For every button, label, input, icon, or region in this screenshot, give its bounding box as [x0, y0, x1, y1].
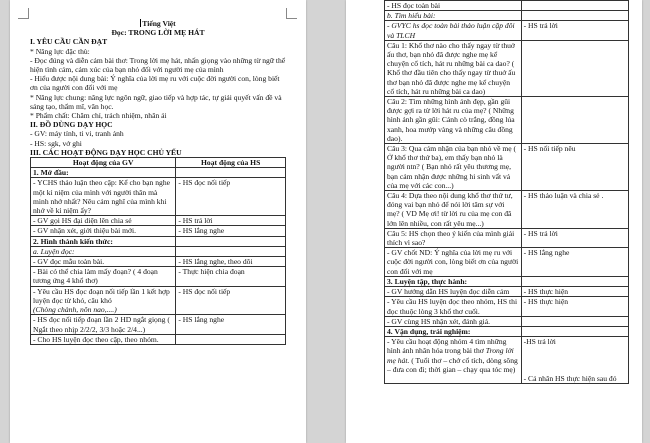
table-cell: - Thực hiện chia đoạn: [176, 267, 286, 286]
table-cell: - HS lắng nghe, theo dõi: [176, 257, 286, 267]
table-row: [385, 97, 629, 144]
table-row: [31, 216, 286, 226]
table-cell: - HS lắng nghe: [176, 226, 286, 236]
table-row: [31, 226, 286, 236]
cell-text: ( Tuổi thơ – chở cổ tích, dòng sông – đưa con đi; thời gian – chạy qua tóc mẹ): [387, 355, 518, 374]
table-cell: - HS trả lời: [521, 21, 628, 40]
table-row: [385, 287, 629, 297]
table-cell: - HS đọc nối tiếp đoạn lần 2 HD ngắt giọng ( Ngắt theo nhịp 2/2/2, 3/3 hoặc 2/4...): [31, 315, 176, 334]
table-cell: - GV chốt ND: Ý nghĩa của lời mẹ ru với cuộc đời người con, lòng biết ơn của người con đối với mẹ: [385, 248, 522, 277]
table-cell: 3. Luyện tập, thực hành:: [385, 276, 522, 286]
table-row: [385, 326, 629, 336]
paragraph: - HS: sgk, vở ghi: [30, 138, 82, 148]
table-cell: - HS thảo luận và chia sẻ .: [521, 191, 628, 229]
table-cell: [176, 236, 286, 246]
activity-table: [30, 157, 286, 345]
table-cell: Câu 4: Dựa theo nội dung khổ thơ thứ tư, đóng vai bạn nhỏ để nói lời tâm sự với mẹ? ( VD Mẹ ơi! từ lời ru của mẹ con đã lớn lên nhiều, con rất yêu mẹ...): [385, 191, 522, 229]
table-row: [31, 267, 286, 286]
table-cell: - GV nhận xét, giới thiệu bài mới.: [31, 226, 176, 236]
table-cell: [176, 246, 286, 256]
table-row: [31, 236, 286, 246]
table-cell: - GVYC hs đọc toàn bài thảo luận cặp đôi và TLCH: [385, 21, 522, 40]
table-cell: - Yêu cầu HS luyện đọc theo nhóm, HS thi đọc thuộc lòng 3 khổ thơ cuối.: [385, 297, 522, 316]
table-cell: Câu 3: Qua cảm nhận của bạn nhỏ về mẹ ( Ở khổ thơ thứ ba), em thấy bạn nhỏ là người ntn? ( Bạn nhỏ rất yêu thương mẹ, bạn cảm nhận được những hi sinh vất vả của mẹ với các con...): [385, 144, 522, 191]
subject-heading: Tiếng Việt: [142, 19, 176, 28]
paragraph: - Hiểu được nội dung bài: Ý nghĩa của lời mẹ ru với cuộc đời người con, lòng biết ơn của người con đối với mẹ: [30, 74, 280, 93]
table-cell: [31, 286, 176, 315]
table-cell: [521, 40, 628, 96]
paragraph: * Năng lực đặc thù:: [30, 46, 90, 56]
table-row: [385, 228, 629, 247]
table-cell: - GV cùng HS nhận xét, đánh giá.: [385, 316, 522, 326]
table-cell: - HS đọc toàn bài: [385, 1, 522, 11]
table-row: [385, 11, 629, 21]
table-row: [385, 1, 629, 11]
table-cell: - HS lắng nghe: [521, 248, 628, 277]
table-cell: - GV gọi HS đại diện lên chia sẻ: [31, 216, 176, 226]
table-cell: Câu 2: Tìm những hình ảnh đẹp, gần gũi được gợi ra từ lời hát ru của mẹ? ( Những hình ảnh gần gũi: Cánh cò trắng, đồng lúa xanh, hoa mướp vàng và những câu đồng dao).: [385, 97, 522, 144]
table-row: [385, 248, 629, 277]
table-row: [385, 21, 629, 40]
table-row: [31, 286, 286, 315]
table-row: [385, 191, 629, 229]
column-header: Hoạt động của HS: [176, 158, 286, 168]
table-cell: Câu 5: HS chọn theo ý kiến của mình giải thích vì sao?: [385, 228, 522, 247]
table-cell: [521, 326, 628, 336]
document-page-left: [10, 0, 306, 443]
paragraph: * Năng lực chung: năng lực ngôn ngữ, giao tiếp và hợp tác, tự giải quyết vấn đề và sáng tạo, thẩm mĩ, văn học.: [30, 92, 282, 111]
lesson-plan-content[interactable]: [30, 19, 286, 345]
table-cell: - YCHS thảo luận theo cặp: Kể cho bạn nghe một kỉ niệm của mình với người thân mà mình nhớ nhất? Nêu cảm nghĩ của mình khi nhớ về kỉ niệm ấy?: [31, 178, 176, 216]
cell-text: - Yêu cầu hoạt động nhóm 4 tìm những hình ảnh nhân hóa trong bài thơ: [387, 337, 507, 356]
paragraph: * Phẩm chất: Chăm chỉ, trách nhiệm, nhân ái: [30, 111, 167, 121]
table-cell: - Cho HS luyện đọc theo cặp, theo nhóm.: [31, 334, 176, 344]
section-heading: III. CÁC HOẠT ĐỘNG DẠY HỌC CHỦ YẾU: [30, 147, 182, 157]
table-cell: - HS lắng nghe: [176, 315, 286, 334]
table-row: [385, 297, 629, 316]
table-cell: [385, 337, 522, 384]
table-row: [31, 334, 286, 344]
table-row: [385, 40, 629, 96]
table-cell: [521, 1, 628, 11]
table-row: [31, 246, 286, 256]
table-cell: b. Tìm hiểu bài:: [385, 11, 522, 21]
table-cell: Câu 1: Khổ thơ nào cho thấy ngay từ thuở ấu thơ, bạn nhỏ đã được nghe mẹ kể chuyện cổ tích, hát ru những bài ca dao? ( Khổ thơ đầu tiên cho thấy ngay từ thuở ấu thơ bạn nhỏ đã được nghe mẹ kể chuyện cổ tích, hát ru những bài ca dao): [385, 40, 522, 96]
table-cell: [521, 276, 628, 286]
table-cell: 2. Hình thành kiến thức:: [31, 236, 176, 246]
table-cell: [521, 337, 628, 384]
cell-text: (Chòng chành, nôn nao,....): [33, 305, 117, 315]
crop-mark: [18, 8, 29, 19]
activity-table: [384, 0, 629, 384]
table-cell: - HS thực hiện: [521, 287, 628, 297]
table-cell: - HS đọc nối tiếp: [176, 178, 286, 216]
paragraph: - GV: máy tính, ti vi, tranh ảnh: [30, 129, 124, 139]
cell-text: - Cả nhân HS thực hiện sau đó: [523, 373, 617, 383]
table-cell: - HS nối tiếp nêu: [521, 144, 628, 191]
table-cell: [521, 11, 628, 21]
table-cell: - GV hướng dẫn HS luyện đọc diễn cảm: [385, 287, 522, 297]
document-page-right: [346, 0, 642, 443]
table-row: [385, 144, 629, 191]
table-cell: [176, 334, 286, 344]
table-cell: [521, 97, 628, 144]
table-cell: 1. Mở đầu:: [31, 168, 176, 178]
paragraph: - Đọc đúng và diễn cảm bài thơ: Trong lời mẹ hát, nhấn giọng vào những từ ngữ thể hiện tình cảm, cảm xúc của bạn nhỏ đối với người mẹ của mình: [30, 55, 286, 75]
table-row: [31, 315, 286, 334]
table-cell: - GV đọc mẫu toàn bài.: [31, 257, 176, 267]
lesson-plan-content[interactable]: [384, 0, 629, 384]
cell-text: -HS trả lời: [523, 337, 556, 347]
table-cell: a. Luyện đọc:: [31, 246, 176, 256]
table-cell: - HS trả lời: [176, 216, 286, 226]
section-heading: II. ĐỒ DÙNG DẠY HỌC: [30, 120, 113, 130]
table-cell: [521, 316, 628, 326]
table-cell: - HS đọc nối tiếp: [176, 286, 286, 315]
table-row: [385, 337, 629, 384]
lesson-title: Đọc: TRONG LỜI MẸ HÁT: [111, 28, 205, 38]
table-row: [31, 178, 286, 216]
table-cell: 4. Vận dụng, trải nghiệm:: [385, 326, 522, 336]
table-cell: - HS thực hiện: [521, 297, 628, 316]
table-row: [31, 168, 286, 178]
section-heading: I. YÊU CẦU CẦN ĐẠT: [30, 37, 108, 47]
table-cell: - HS trả lời: [521, 228, 628, 247]
table-row: [31, 257, 286, 267]
cell-text: Trong lời mẹ hát.: [387, 346, 514, 365]
table-cell: - Bài có thể chia làm mấy đoạn? ( 4 đoạn tương ứng 4 khổ thơ): [31, 267, 176, 286]
table-row: [385, 316, 629, 326]
column-header: Hoạt động của GV: [31, 158, 176, 168]
crop-mark: [286, 8, 297, 19]
table-cell: [176, 168, 286, 178]
cell-text: - Yêu cầu HS đọc đoạn nối tiếp lần 1 kết hợp luyện đọc từ khó, câu khó: [33, 286, 170, 305]
table-header-row: [31, 158, 286, 168]
table-row: [385, 276, 629, 286]
